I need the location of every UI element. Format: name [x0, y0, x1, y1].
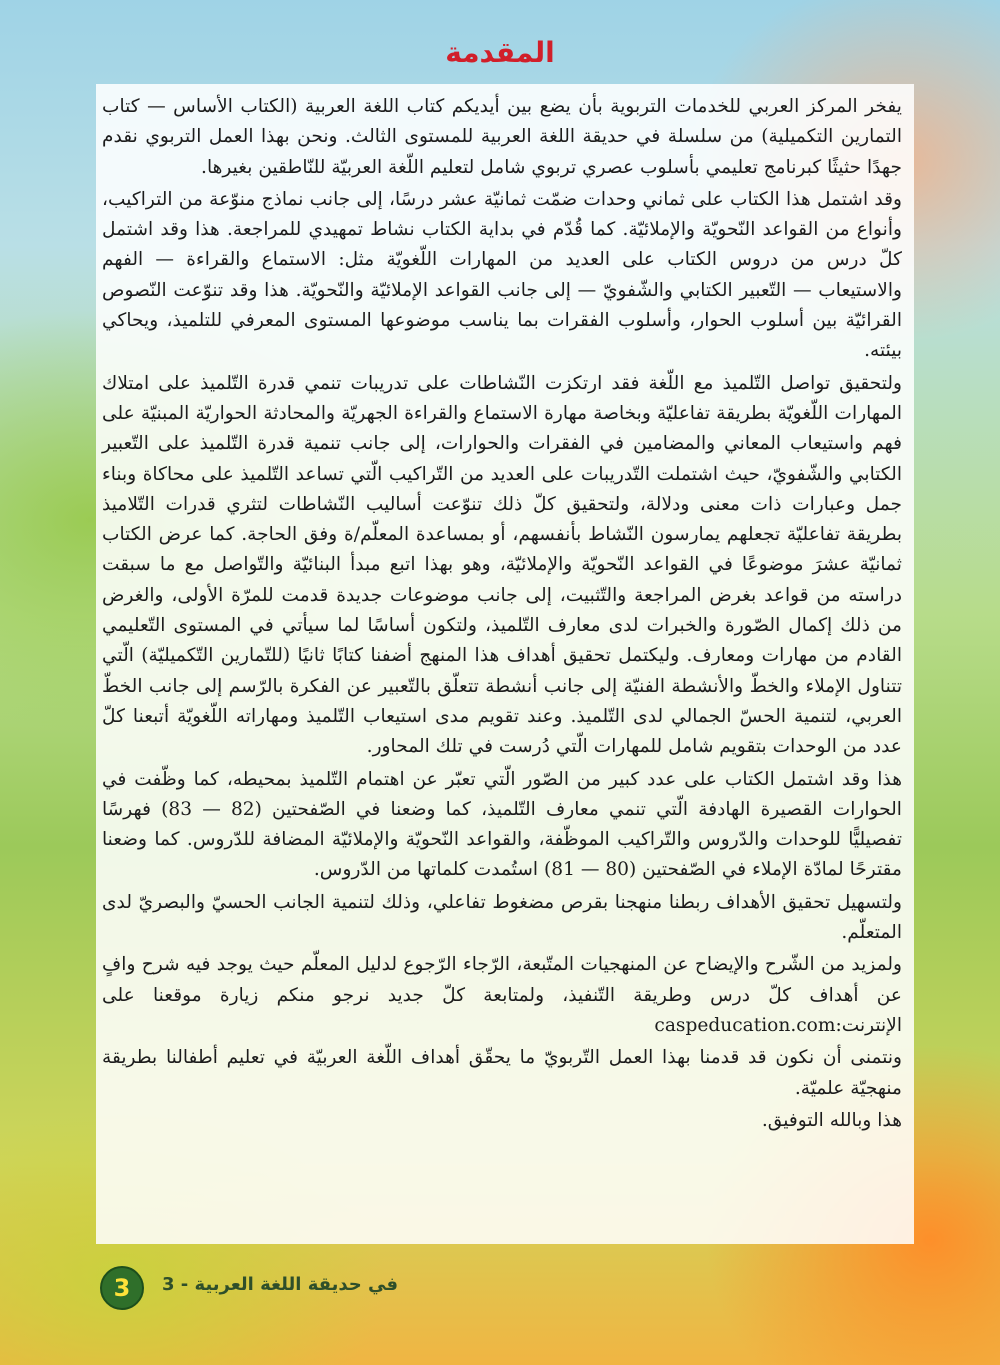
paragraph-cd: ولتسهيل تحقيق الأهداف ربطنا منهجنا بقرص مضغوط تفاعلي، وذلك لتنمية الجانب الحسيّ والبصريّ لدى المتعلّم.: [102, 891, 902, 944]
text-panel: [96, 84, 914, 1244]
paragraph-units: وقد اشتمل هذا الكتاب على ثماني وحدات ضمّت ثمانيّة عشر درسًا، إلى جانب نماذج منوّعة من التراكيب، وأنواع من القواعد النّحويّة والإملائيّة. كما قُدّم في بداية الكتاب نشاط تمهيدي للمراجعة. هذا وقد اشتمل كلّ درس من دروس الكتاب على العديد من المهارات اللّغويّة مثل: الاستماع والقراءة — الفهم والاستيعاب — التّعبير الكتابي والشّفويّ — إلى جانب القواعد الإملائيّة والنّحويّة. هذا وقد تنوّعت النّصوص القرائيّة بين أسلوب الحوار، وأسلوب الفقرات بما يناسب موضوعها المستوى المعرفي للتلميذ، ويحاكي بيئته.: [102, 188, 902, 362]
page-title: المقدمة: [445, 36, 555, 69]
paragraph-guide: [102, 950, 902, 1041]
paragraph-activities: ولتحقيق تواصل التّلميذ مع اللّغة فقد ارتكزت النّشاطات على تدريبات تنمي قدرة التّلميذ على امتلاك المهارات اللّغويّة بطريقة تفاعليّة وبخاصة مهارة الاستماع والقراءة الجهريّة والمحادثة الحواريّة المبنيّة على فهم واستيعاب المعاني والمضامين في الفقرات والحوارات، إلى جانب تنمية قدرة التّلميذ على التّعبير الكتابي والشّفويّ، حيث اشتملت التّدريبات على العديد من التّراكيب الّتي تساعد التّلميذ على محاكاة وبناء جمل وعبارات ذات معنى ودلالة، ولتحقيق كلّ ذلك تنوّعت أساليب النّشاطات لتثري قدرات التّلاميذ بطريقة تفاعليّة تجعلهم يمارسون النّشاط بأنفسهم، أو بمساعدة المعلّم/ة وفق الحاجة. كما عرض الكتاب ثمانيّة عشرَ موضوعًا في القواعد النّحويّة والإملائيّة، وهو بهذا اتبع مبدأ البنائيّة والتّواصل مع ما سبقت دراسته من قواعد بغرض المراجعة والتّثبيت، إلى جانب موضوعات جديدة قدمت للمرّة الأولى، والغرض من ذلك إكمال الصّورة والخبرات لدى معارف التّلميذ، ولتكون أساسًا لما سيأتي في المستوى التّعليمي القادم من مهارات ومعارف. وليكتمل تحقيق أهداف هذا المنهج أضفنا كتابًا ثانيًا (للتّمارين التّكميليّة) الّتي تتناول الإملاء والخطّ والأنشطة الفنيّة إلى جانب أنشطة تتعلّق بالتّعبير عن الفكرة بالرّسم إلى جانب الخطّ العربي، لتنمية الحسّ الجمالي لدى التّلميذ. وعند تقويم مدى استيعاب التّلميذ ومهاراته اللّغويّة أتبعنا كلّ عدد من الوحدات بتقويم شامل للمهارات الّتي دُرست في تلك المحاور.: [102, 372, 902, 758]
paragraph-hope: ونتمنى أن نكون قد قدمنا بهذا العمل التّربويّ ما يحقّق أهداف اللّغة العربيّة في تعليم أطفالنا بطريقة منهجيّة علميّة.: [102, 1047, 902, 1099]
website-link[interactable]: caspeducation.com: [654, 1014, 836, 1036]
paragraph-guide-text: ولمزيد من الشّرح والإيضاح عن المنهجيات المتّبعة، الرّجاء الرّجوع لدليل المعلّم حيث يوجد فيه شرح وافٍ عن أهداف كلّ درس وطريقة التّنفيذ، ولمتابعة كلّ جديد نرجو منكم زيارة موقعنا على الإنترنت:: [102, 954, 902, 1036]
page-footer: [100, 1266, 440, 1306]
paragraph-intro: يفخر المركز العربي للخدمات التربوية بأن يضع بين أيديكم كتاب اللغة العربية (الكتاب الأساس — كتاب التمارين التكميلية) من سلسلة في حديقة اللغة العربية للمستوى الثالث. ونحن بهذا العمل التربوي نقدم جهدًا حثيثًا كبرنامج تعليمي بأسلوب عصري تربوي شامل لتعليم اللّغة العربيّة للنّاطقين بغيرها.: [102, 96, 902, 178]
book-name: في حديقة اللغة العربية - 3: [162, 1274, 398, 1295]
paragraph-closing: هذا وبالله التوفيق.: [761, 1109, 902, 1131]
page-number-badge: 3: [100, 1266, 144, 1310]
paragraph-images: هذا وقد اشتمل الكتاب على عدد كبير من الصّور الّتي تعبّر عن اهتمام التّلميذ بمحيطه، كما وظّفت في الحوارات القصيرة الهادفة الّتي تنمي معارف التّلميذ، كما وضعنا في الصّفحتين (82 — 83) فهرسًا تفصيليًّا للوحدات والدّروس والتّراكيب الموظّفة، والقواعد النّحويّة والإملائيّة المضافة للدّروس. كما وضعنا مقترحًا لمادّة الإملاء في الصّفحتين (80 — 81) استُمدت كلماتها من الدّروس.: [102, 768, 902, 881]
